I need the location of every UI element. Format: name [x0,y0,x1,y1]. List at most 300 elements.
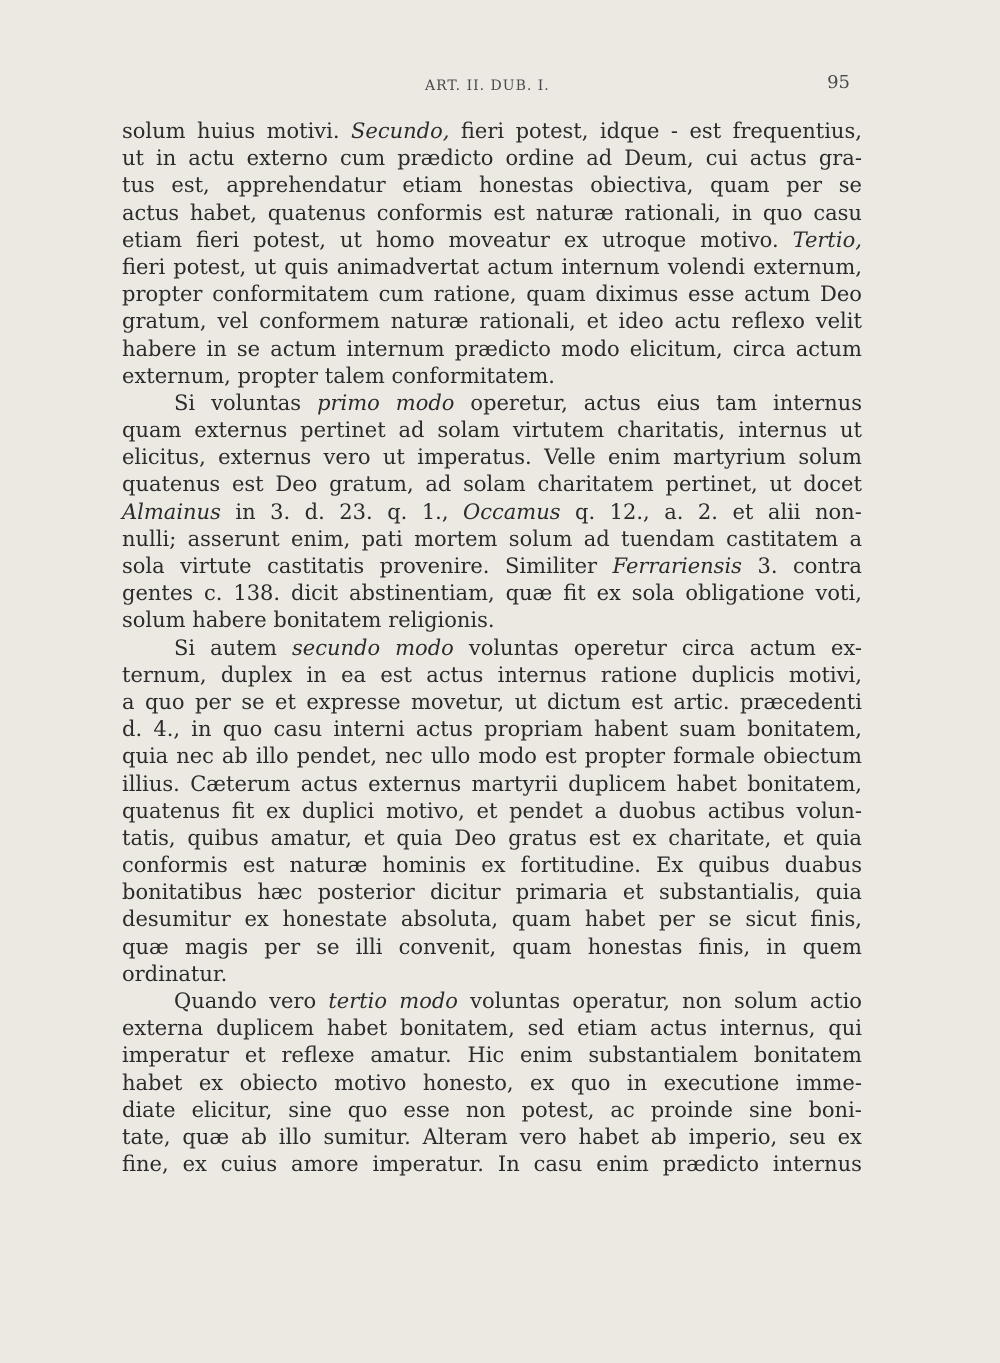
word: Ex [656,853,684,878]
word: elicitur, [191,1097,273,1122]
word: casu [813,200,862,225]
word: modo [395,635,454,660]
word: habet [122,1070,183,1095]
word: ut [769,472,792,497]
word: actus [300,771,358,796]
word: pertinet [300,418,386,443]
word: ratione, [433,282,517,307]
word: Cæterum [190,771,291,796]
word: quam [122,418,182,443]
word: habet [584,907,646,932]
word: etiam [402,173,463,198]
text-line [122,499,862,526]
word: quia [122,744,169,769]
word: duplex [220,662,293,687]
word: circa [732,336,786,361]
word: ternum, [122,662,207,687]
word: obiectum [763,744,862,769]
word: quatenus [122,798,221,823]
word: actu [188,146,235,171]
word: habere [192,608,267,633]
word: contra [792,554,862,578]
word: sicut [745,907,797,932]
word: proinde [650,1097,733,1122]
word: amatur. [370,1043,452,1068]
text-line [122,308,862,335]
word: absoluta, [400,907,499,932]
word: talem [324,363,385,388]
word: Secundo, [351,119,450,143]
word: artic. [673,689,730,714]
word: se [838,173,862,198]
word: bonitatem, [747,771,862,796]
word: in [766,934,787,959]
word: utroque [602,227,687,252]
word: quia [815,880,862,905]
word: q. [387,499,408,524]
text-line [122,118,862,145]
word: reflexo [731,309,805,334]
word: ex [837,1124,862,1149]
word: Ferrariensis [612,554,742,578]
word: fieri [195,227,240,252]
word: ex [265,798,291,823]
word: ut [839,418,862,443]
word: docet [803,472,862,497]
word: actum [749,635,816,660]
word: potest, [173,254,247,279]
word: esse [688,282,735,307]
text-line [122,336,862,363]
word: et [476,798,498,823]
word: actus [583,390,641,415]
word: d. [304,499,325,524]
word: quis [284,254,329,279]
word: conformis [122,853,228,878]
word: desumitur [122,907,231,932]
word: voluntas [470,989,561,1013]
word: est [631,689,663,714]
word: gratum, [329,472,414,497]
word: ex [198,1070,224,1095]
word: quia [396,825,443,850]
word: in [235,499,256,524]
word: et [363,825,385,850]
word: vero [269,989,317,1013]
word: non [465,1097,506,1122]
word: operetur [573,635,667,660]
word: pati [361,526,403,551]
word: quibus [187,825,259,850]
word: non- [815,499,862,524]
word: 1., [421,499,449,524]
word: 3. [757,554,778,578]
text-line [122,526,862,553]
word: se [316,934,340,959]
word: habere [122,336,197,361]
word: apprehendatur [226,173,386,198]
word: etiam [122,227,183,252]
word: 2. [697,499,718,524]
word: idque [599,119,660,143]
text-line [122,743,862,770]
word: quatenus [122,472,221,497]
word: Almainus [122,499,221,524]
word: ab [221,744,248,769]
word: quam [710,173,770,198]
word: conformis [376,200,483,225]
word: internum [561,254,660,279]
word: actum [270,336,337,361]
word: Quando [174,989,257,1013]
word: prædicto [662,1152,759,1177]
word: propriam [484,717,583,742]
word: bonitatem [753,1043,862,1068]
word: tate, [122,1124,171,1149]
word: præcedenti [739,689,862,714]
word: primaria [515,880,608,905]
word: movetur, [410,689,505,714]
word: solum [734,989,798,1013]
word: ut [254,254,277,279]
word: operatur, [572,989,670,1013]
word: sola [631,581,675,606]
word: magis [184,934,249,959]
word: rationali, [624,200,721,225]
word: Tertio, [792,227,862,252]
word: et [586,309,608,334]
word: nec [176,744,214,769]
word: animadvertat [336,254,480,279]
word: est [380,662,412,687]
word: charitatis, [617,418,726,443]
word: secundo [292,635,381,660]
word: motivi, [788,662,862,687]
word: motivo. [700,227,779,252]
word: pertinet, [665,472,758,497]
word: voluntas [211,390,302,415]
word: Alteram [422,1124,508,1149]
word: ut [514,689,537,714]
word: Velle [544,445,596,470]
word: duplicis [691,662,775,687]
word: actum [744,282,811,307]
word: quam [511,907,572,932]
word: per [786,173,823,198]
word: duplicem [216,1016,315,1041]
word: hæc [257,880,303,905]
word: propter [237,363,319,388]
text-line [122,961,862,988]
word: externum, [122,363,231,388]
word: fortitudine. [520,853,641,878]
word: martyrium [672,445,786,470]
word: in [731,200,753,225]
word: enim, [291,526,351,551]
word: ut [122,146,144,171]
text-line [122,390,862,417]
text-line [122,145,862,172]
word: interni [333,717,405,742]
word: ullo [430,744,471,769]
word: se [241,689,265,714]
text-line [122,444,862,471]
text-line [122,1151,862,1178]
word: expresse [306,689,401,714]
word: solum [798,445,862,470]
word: obiecto [239,1070,318,1095]
word: velit [815,309,862,334]
word: q. [575,499,596,524]
word: quo [144,689,185,714]
text-line [122,988,862,1015]
word: externum, [753,254,862,279]
word: imme- [795,1070,862,1095]
word: finis, [810,907,862,932]
word: Deo [820,282,862,307]
word: ea [341,662,367,687]
word: diximus [595,282,679,307]
text-line [122,1124,862,1151]
word: Si [174,390,196,415]
word: vel [217,309,249,334]
word: conformitatem [212,282,369,307]
word: ordine [505,146,575,171]
word: duplicem [568,771,667,796]
word: honestate [282,907,388,932]
word: et [622,880,644,905]
text-line [122,254,862,281]
word: asserunt [187,526,280,551]
word: executione [663,1070,780,1095]
word: Deum, [624,146,694,171]
text-line [122,200,862,227]
word: voluntas [468,635,559,660]
word: Occamus [463,499,561,524]
word: actus [649,1016,707,1041]
word: tus [122,173,155,198]
word: habet [676,771,737,796]
word: tuendam [621,526,715,551]
word: imperatur. [372,1152,484,1177]
word: est [493,200,526,225]
word: in [206,336,227,361]
word: se [708,907,732,932]
word: a [594,798,607,823]
text-line [122,1015,862,1042]
word: ab [650,1124,677,1149]
word: qui [828,1016,862,1041]
word: obiectiva, [590,173,694,198]
word: internus [738,418,828,443]
word: duobus [618,798,697,823]
word: ex [244,907,269,932]
word: honestas [479,173,574,198]
word: gratum, [122,309,207,334]
word: sumitur. [323,1124,411,1149]
word: quam [526,282,586,307]
word: fieri [122,254,166,279]
word: modo [478,744,537,769]
word: externus [218,445,312,470]
text-line [122,363,862,390]
word: bonitatibus [122,880,243,905]
text-line [122,281,862,308]
word: conformitatem. [391,363,555,388]
body-text [122,118,862,1178]
word: duplici [301,798,375,823]
word: bonitatem [273,608,382,633]
word: 23. [339,499,373,524]
word: elicitus, [122,445,206,470]
word: imperatus. [417,445,532,470]
word: solum [122,119,186,143]
word: homo [375,227,435,252]
word: 138. [233,581,281,606]
word: honesto, [422,1070,514,1095]
word: nulli; [122,526,177,551]
word: cui [705,146,738,171]
word: internus [772,1152,862,1177]
word: ut [382,445,405,470]
word: habent [594,717,669,742]
word: tatis, [122,825,176,850]
word: cum [378,282,424,307]
word: sola [122,554,165,578]
word: internus [773,390,862,415]
word: se [236,336,261,361]
text-line [122,417,862,444]
word: a. [664,499,684,524]
word: diate [122,1097,176,1122]
word: quem [802,934,862,959]
word: Deo [454,825,497,850]
word: gratus [508,825,577,850]
word: rationali, [479,309,576,334]
word: actus [426,662,484,687]
text-line [122,1070,862,1097]
word: potest, [521,1097,595,1122]
word: per [658,907,695,932]
word: seu [789,1124,826,1149]
word: substantialis, [658,880,801,905]
word: naturæ [390,309,469,334]
word: amore [291,1152,359,1177]
word: quo [222,717,263,742]
word: prædicto [454,336,551,361]
word: est, [171,173,210,198]
word: volun- [796,798,862,823]
word: enim [596,1152,649,1177]
word: solam [463,472,526,497]
word: Hic [467,1043,505,1068]
word: habet [578,1124,639,1149]
word: pendet, [296,744,378,769]
word: illi [355,934,383,959]
word: bonitatem, [400,1016,515,1041]
word: volendi [667,254,746,279]
text-line [122,172,862,199]
word: actio [809,989,862,1013]
text-line [122,852,862,879]
word: internum [346,336,445,361]
word: illo [255,744,289,769]
word: ordinatur. [122,961,228,986]
word: Deo [275,472,318,497]
word: in [191,717,212,742]
word: naturæ [535,200,614,225]
word: dictum [547,689,621,714]
text-line [122,227,862,254]
word: illo [278,1124,312,1149]
word: finis, [698,934,751,959]
word: ac [610,1097,635,1122]
word: actum [487,254,554,279]
word: internus, [719,1016,816,1041]
word: ex [596,581,621,606]
word: in [626,1070,648,1095]
word: solam [437,418,500,443]
word: posterior [317,880,415,905]
word: 12., [609,499,650,524]
word: est [588,825,621,850]
word: quo [762,200,803,225]
word: ad [583,526,610,551]
word: actus [122,200,180,225]
word: externus [368,771,462,796]
word: propter [122,282,203,307]
text-line [122,1097,862,1124]
word: quo [570,1070,611,1095]
word: imperio, [688,1124,778,1149]
word: Si [174,635,196,660]
word: suam [679,717,736,742]
text-line [122,879,862,906]
text-line [122,635,862,662]
text-line [122,798,862,825]
word: actibus [707,798,785,823]
word: per [195,689,231,714]
word: est [231,472,264,497]
text-line [122,689,862,716]
word: charitatem [537,472,654,497]
word: in [306,662,327,687]
word: et [244,1043,266,1068]
word: est [689,119,722,143]
word: enim [519,1043,573,1068]
word: internus [497,662,587,687]
word: actu [674,309,721,334]
word: motivo, [385,798,465,823]
word: ideo [618,309,664,334]
word: nec [385,744,423,769]
word: voti, [815,581,862,606]
word: ex- [830,635,862,660]
word: potest, [515,119,589,143]
word: actum [795,336,862,361]
word: conformem [259,309,380,334]
word: naturæ [289,853,368,878]
word: cum [339,146,386,171]
word: actus [415,717,473,742]
word: amatur, [270,825,352,850]
text-line [122,906,862,933]
word: reflexe [281,1043,355,1068]
word: operetur, [470,390,568,415]
word: eius [656,390,701,415]
word: convenit, [398,934,497,959]
word: ratione [600,662,678,687]
